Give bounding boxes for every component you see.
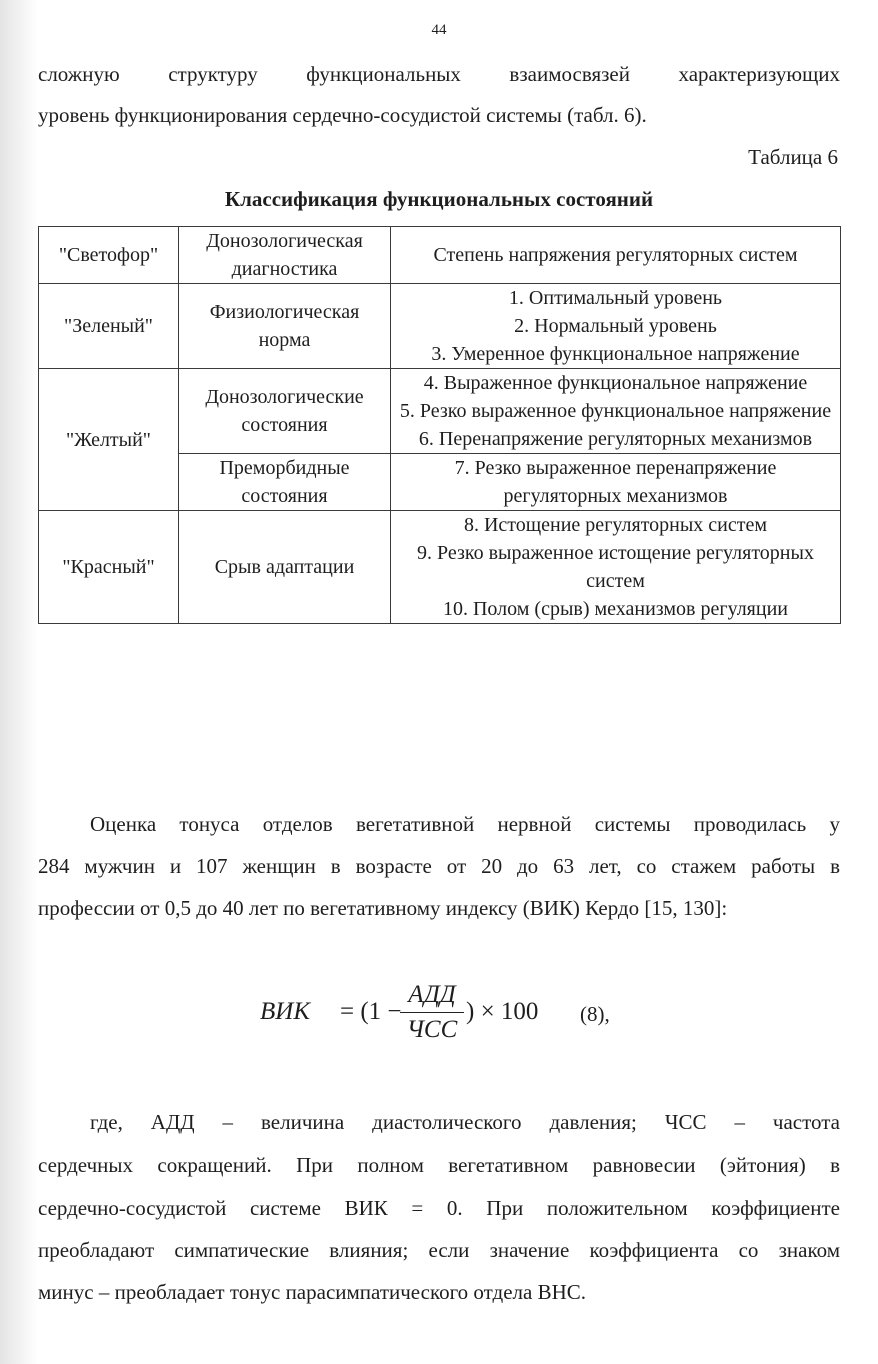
header-cell: "Светофор" xyxy=(39,227,179,284)
paragraph-line: Оценка тонуса отделов вегетативной нервной системы проводилась у xyxy=(90,812,840,836)
table-header-row xyxy=(39,227,841,284)
paragraph-line: минус – преобладает тонус парасимпатического отдела ВНС. xyxy=(38,1280,587,1304)
level-item: 3. Умеренное функциональное напряжение xyxy=(431,343,800,365)
level-item: 2. Нормальный уровень xyxy=(514,315,717,337)
paragraph-line: сердечных сокращений. При полном вегетативном равновесии (эйтония) в xyxy=(38,1153,840,1177)
light-cell: "Красный" xyxy=(39,511,179,624)
fraction-bar xyxy=(400,1012,464,1013)
table-caption: Таблица 6 xyxy=(748,145,838,169)
level-item: 4. Выраженное функциональное напряжение xyxy=(423,372,808,394)
levels-cell xyxy=(391,454,841,511)
formula-fraction xyxy=(400,980,464,1045)
classification-table xyxy=(38,226,841,624)
page-number: 44 xyxy=(431,22,447,38)
intro-line: сложную структуру функциональных взаимосвязей характеризующих xyxy=(38,62,840,86)
formula-denominator: ЧСС xyxy=(406,1016,458,1043)
formula-numerator: АДД xyxy=(408,981,456,1008)
formula-operator: = (1 − xyxy=(340,998,402,1025)
paragraph-line: 284 мужчин и 107 женщин в возрасте от 20 до 63 лет, со стажем работы в xyxy=(38,854,840,878)
light-cell: "Зеленый" xyxy=(39,284,179,369)
level-item: 7. Резко выраженное перенапряжение регуляторных механизмов xyxy=(454,457,777,507)
paragraph-line: преобладают симпатические влияния; если значение коэффициента со знаком xyxy=(38,1238,840,1262)
formula-lhs: ВИК xyxy=(260,998,310,1025)
light-cell: "Желтый" xyxy=(39,369,179,511)
diagnosis-cell: Преморбидные состояния xyxy=(179,454,391,511)
level-item: 1. Оптимальный уровень xyxy=(508,287,723,309)
table-row xyxy=(39,284,841,369)
level-item: 6. Перенапряжение регуляторных механизмов xyxy=(418,428,813,450)
formula-tail: ) × 100 xyxy=(466,998,539,1025)
intro-line: уровень функционирования сердечно-сосудистой системы (табл. 6). xyxy=(38,103,647,127)
diagnosis-cell: Срыв адаптации xyxy=(179,511,391,624)
diagnosis-cell: Физиологическая норма xyxy=(179,284,391,369)
paragraph-line: профессии от 0,5 до 40 лет по вегетативному индексу (ВИК) Кердо [15, 130]: xyxy=(38,896,728,920)
levels-cell xyxy=(391,511,841,624)
table-row xyxy=(39,511,841,624)
header-cell: Степень напряжения регуляторных систем xyxy=(391,227,841,284)
table-row xyxy=(39,369,841,454)
levels-cell xyxy=(391,369,841,454)
diagnosis-cell: Донозологические состояния xyxy=(179,369,391,454)
levels-cell xyxy=(391,284,841,369)
header-cell: Донозологическая диагностика xyxy=(179,227,391,284)
paragraph-line: сердечно-сосудистой системе ВИК = 0. При положительном коэффициенте xyxy=(38,1196,840,1220)
table-title: Классификация функциональных состояний xyxy=(224,187,654,211)
equation-number: (8), xyxy=(580,1002,610,1026)
paragraph-line: где, АДД – величина диастолического давления; ЧСС – частота xyxy=(90,1110,840,1134)
level-item: 5. Резко выраженное функциональное напряжение xyxy=(399,400,832,422)
level-item: 9. Резко выраженное истощение регуляторных систем xyxy=(417,542,814,592)
level-item: 8. Истощение регуляторных систем xyxy=(463,514,768,536)
level-item: 10. Полом (срыв) механизмов регуляции xyxy=(442,598,788,620)
